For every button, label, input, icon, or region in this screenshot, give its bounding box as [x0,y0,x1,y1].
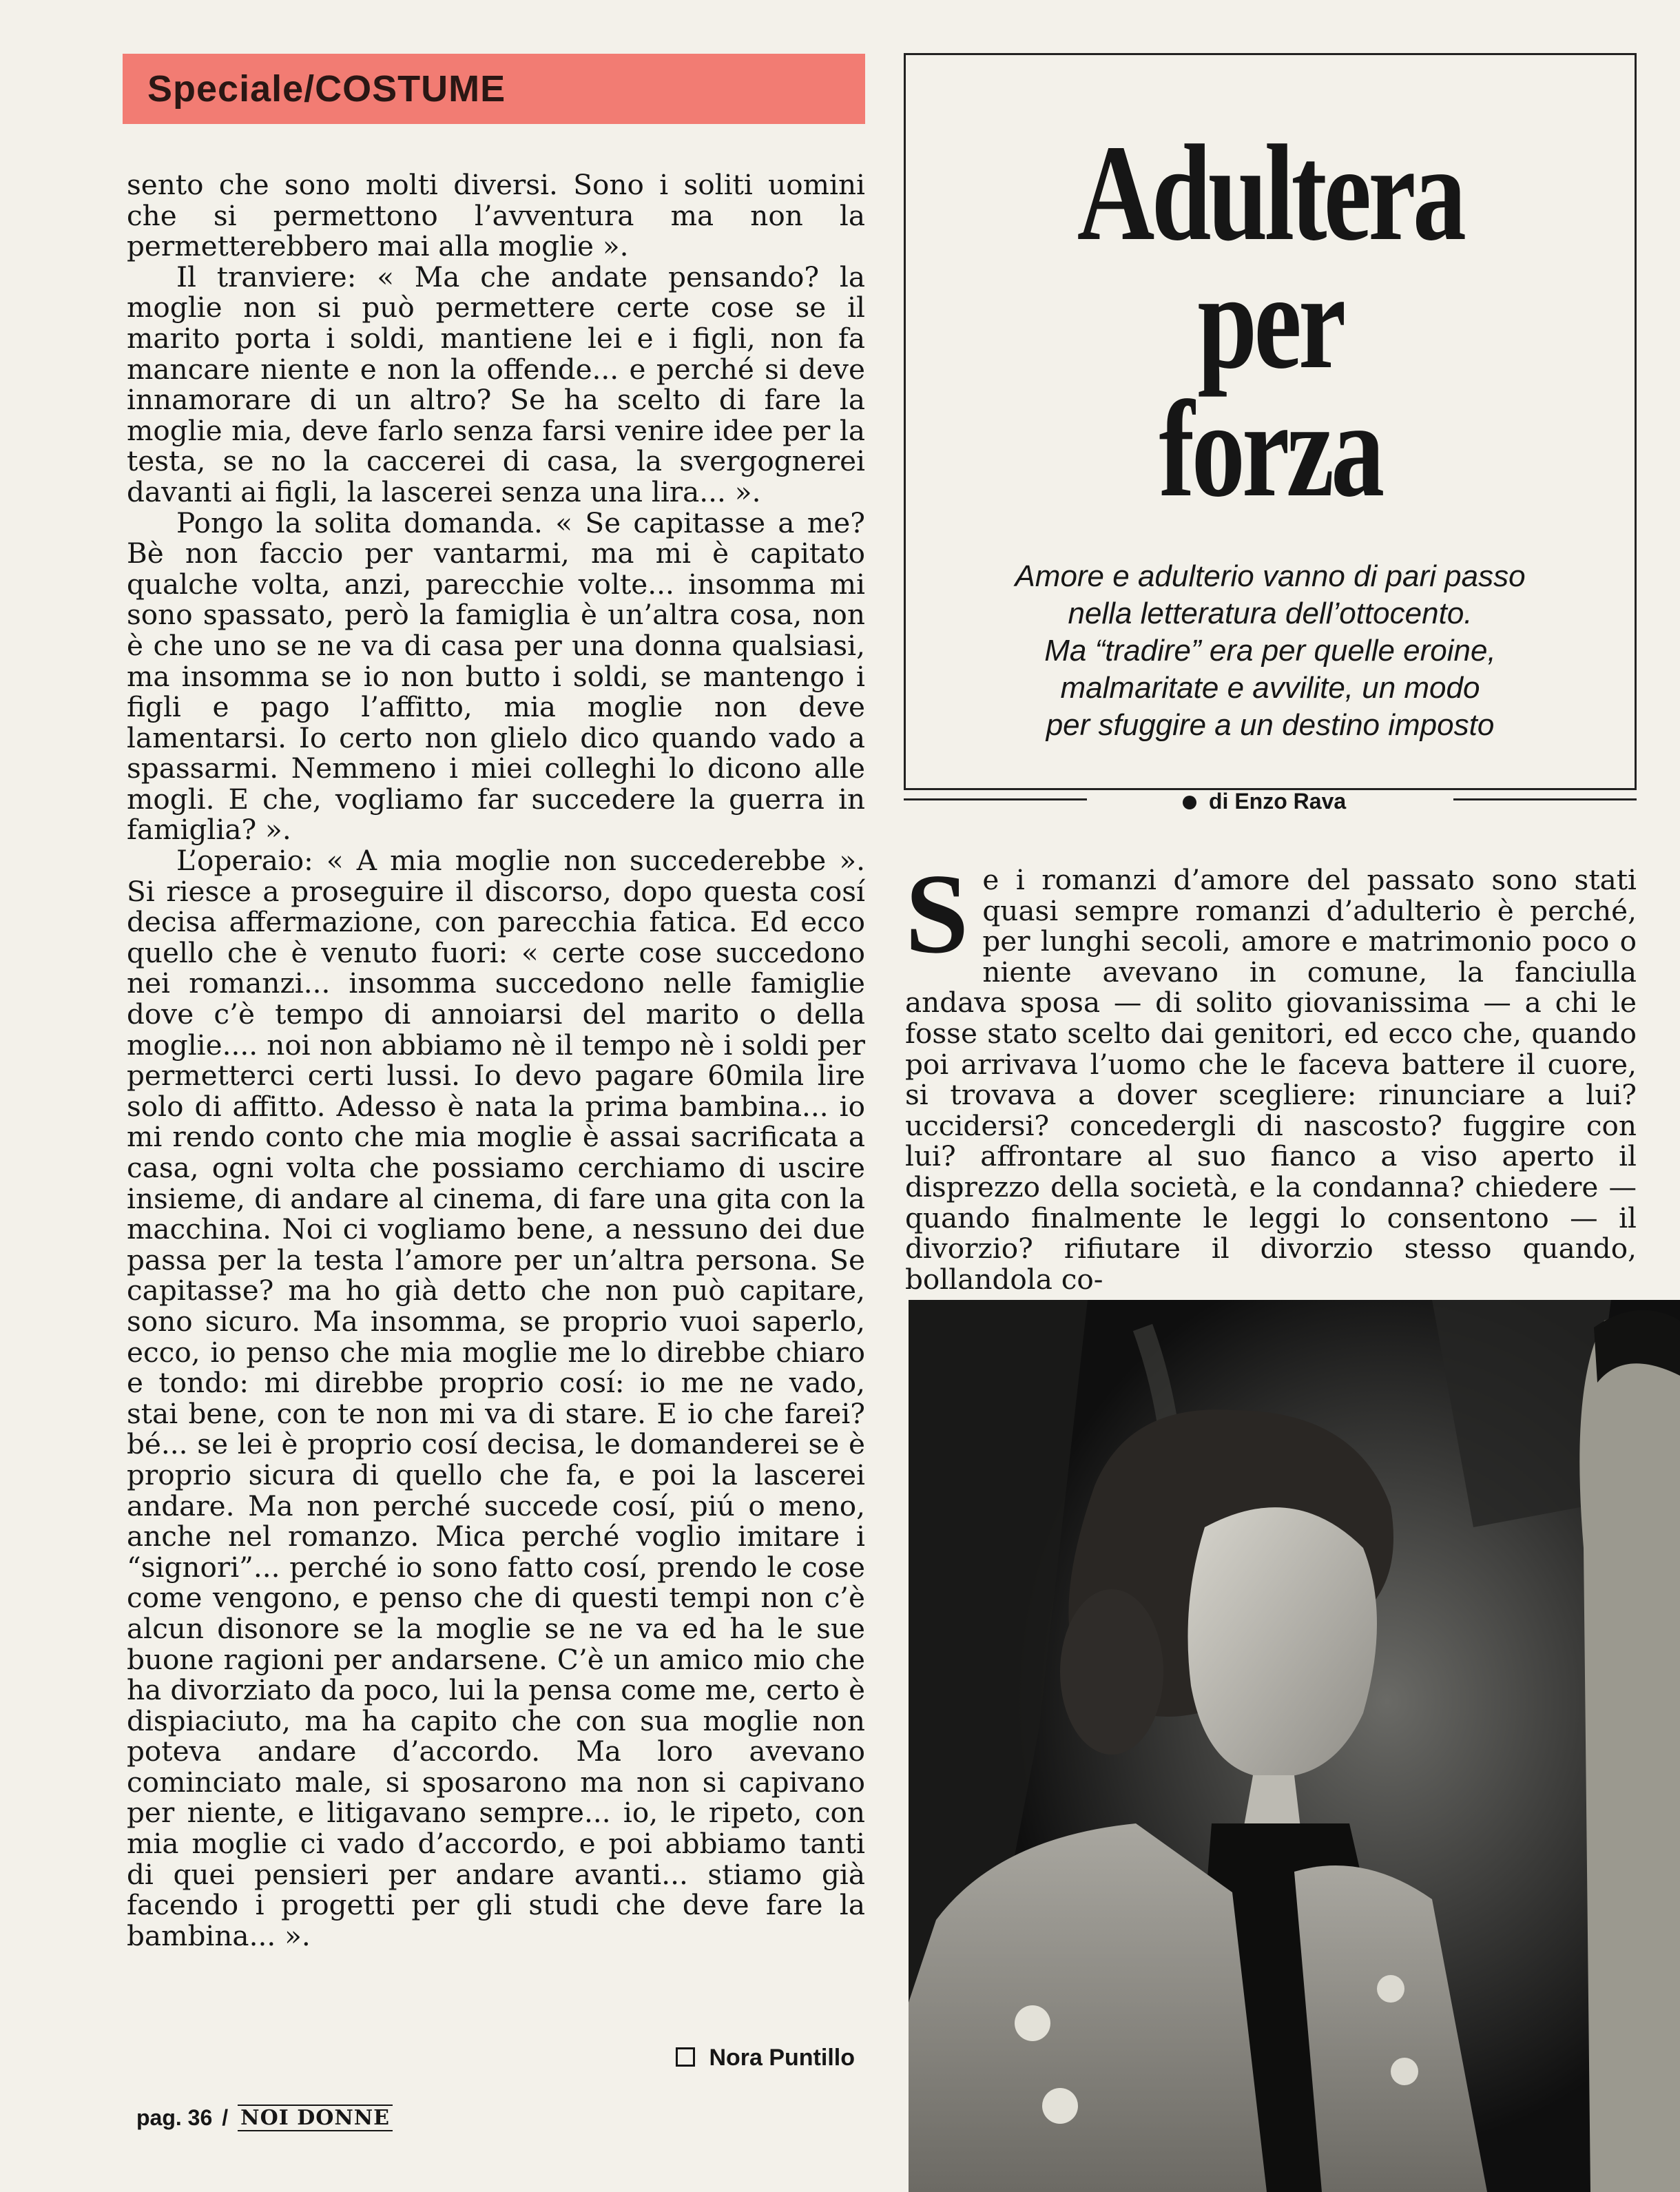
author-signature [676,2045,855,2071]
subtitle-line: per sfuggire a un destino imposto [1046,708,1495,742]
title-box [904,53,1637,790]
divider [904,798,1087,800]
byline-row [904,789,1637,814]
article-body: e i romanzi d’amore del passato sono stati quasi sempre romanzi d’adulterio è perché, per lunghi secoli, amore e matrimonio poco o niente avevano in comune, la fanciulla andava sposa — di solito giovanissima — a chi le fosse stato scelto dai genitori, ed ecco che, quando poi arrivava l’uomo che le faceva battere il cuore, si trovava a dover scegliere: rinunciare a lui? uccidersi? concedergli di nascosto? fuggire con lui? affrontare al suo fianco a viso aperto il disprezzo della società, e la condanna? chiedere — quando finalmente le leggi lo consentono — il divorzio? rifiutare il divorzio stesso quando, bollandola co- [905,863,1637,1296]
left-column [127,169,865,1951]
footer-separator: / [222,2105,229,2130]
subtitle-line: Amore e adulterio vanno di pari passo [1015,559,1526,593]
paragraph: L’operaio: « A mia moglie non succederebbe ». Si riesce a proseguire il discorso, dopo questa cosí decisa affermazione, con parecchia fatica. Ed ecco quello che è venuto fuori: « certe cose succedono nei romanzi... insomma succedono nelle famiglie dove c’è tempo di annoiarsi del marito o della moglie.... noi non abbiamo nè il tempo nè i soldi per permetterci certi lussi. Io devo pagare 60mila lire solo di affitto. Adesso è nata la prima bambina... io mi rendo conto che mia moglie è assai sacrificata a casa, ogni volta che possiamo cerchiamo di uscire insieme, di andare al cinema, di fare una gita con la macchina. Noi ci vogliamo bene, a nessuno dei due passa per la testa l’amore per un’altra persona. Se capitasse? ma ho già detto che non può capitare, sono sicuro. Ma insomma, se proprio vuoi saperlo, ecco, io penso che mia moglie me lo direbbe chiaro e tondo: mi direbbe proprio cosí: io me ne vado, stai bene, con te non mi va di stare. E io che farei? bé... se lei è proprio cosí decisa, le domanderei se è proprio sicura di quello che fa, e poi la lascerei andare. Ma non perché succede cosí, piú o meno, anche nel romanzo. Mica perché voglio imitare i “signori”... perché io sono fatto cosí, prendo le cose come vengono, e penso che di questi tempi non c’è alcun disonore se la moglie se ne va ed ha le sue buone ragioni per andarsene. C’è un amico mio che ha divorziato da poco, lui la pensa come me, certo è dispiaciuto, ma ha capito che con sua moglie non poteva andare d’accordo. Ma loro avevano cominciato male, si sposarono ma non si capivano per niente, e litigavano sempre... io, le ripeto, con mia moglie ci vado d’accordo, e poi abbiamo tanti di quei pensieri per andare avanti... stiamo già facendo i progetti per gli studi che deve fare la bambina... ». [127,844,865,1952]
right-column [905,850,1637,1296]
subtitle-line: Ma “tradire” era per quelle eroine, [1044,634,1496,668]
article-subtitle [906,558,1635,744]
title-line: per [1197,245,1343,397]
byline [1183,789,1346,814]
page-footer [136,2105,393,2131]
divider [1453,798,1637,800]
bullet-icon [1183,796,1196,809]
page-number: pag. 36 [136,2105,213,2130]
magazine-name: NOI DONNE [238,2105,393,2131]
end-mark-icon [676,2047,695,2067]
paragraph: Pongo la solita domanda. « Se capitasse a me? Bè non faccio per vantarmi, ma mi è capitato qualche volta, anzi, parecchie volte... insomma mi sono spassato, però la famiglia è un’altra cosa, non è che uno se ne va di casa per una donna qualsiasi, ma insomma se io non butto i soldi, se mantengo i figli e pago l’affitto, mia moglie non deve lamentarsi. Io certo non glielo dico quando vado a spassarmi. Nemmeno i miei colleghi lo dicono alle mogli. E che, vogliamo far succedere la guerra in famiglia? ». [127,506,865,847]
byline-text: di Enzo Rava [1209,789,1347,814]
title-line: forza [1159,373,1382,526]
signature-name: Nora Puntillo [709,2045,855,2071]
subtitle-line: malmaritate e avvilite, un modo [1060,671,1480,705]
section-label [123,54,865,124]
title-line: Adultera [1077,117,1464,269]
drop-cap: S [905,850,969,977]
paragraph: sento che sono molti diversi. Sono i soliti uomini che si permettono l’avventura ma non la permetterebbero mai alla moglie ». [127,168,865,263]
article-title [986,117,1554,526]
film-still-photo [909,1300,1680,2192]
paragraph: Il tranviere: « Ma che andate pensando? la moglie non si può permettere certe cose se il marito porta i soldi, mantiene lei e i figli, non fa mancare niente e non la offende... e perché si deve innamorare di un altro? Se ha scelto di fare la moglie mia, deve farlo senza farsi venire idee per la testa, se no la caccerei di casa, la svergognerei davanti ai figli, la lascerei senza una lira... ». [127,260,865,508]
section-label-text: Speciale/COSTUME [147,68,506,110]
subtitle-line: nella letteratura dell’ottocento. [1068,597,1473,630]
photo-illustration [909,1300,1680,2192]
